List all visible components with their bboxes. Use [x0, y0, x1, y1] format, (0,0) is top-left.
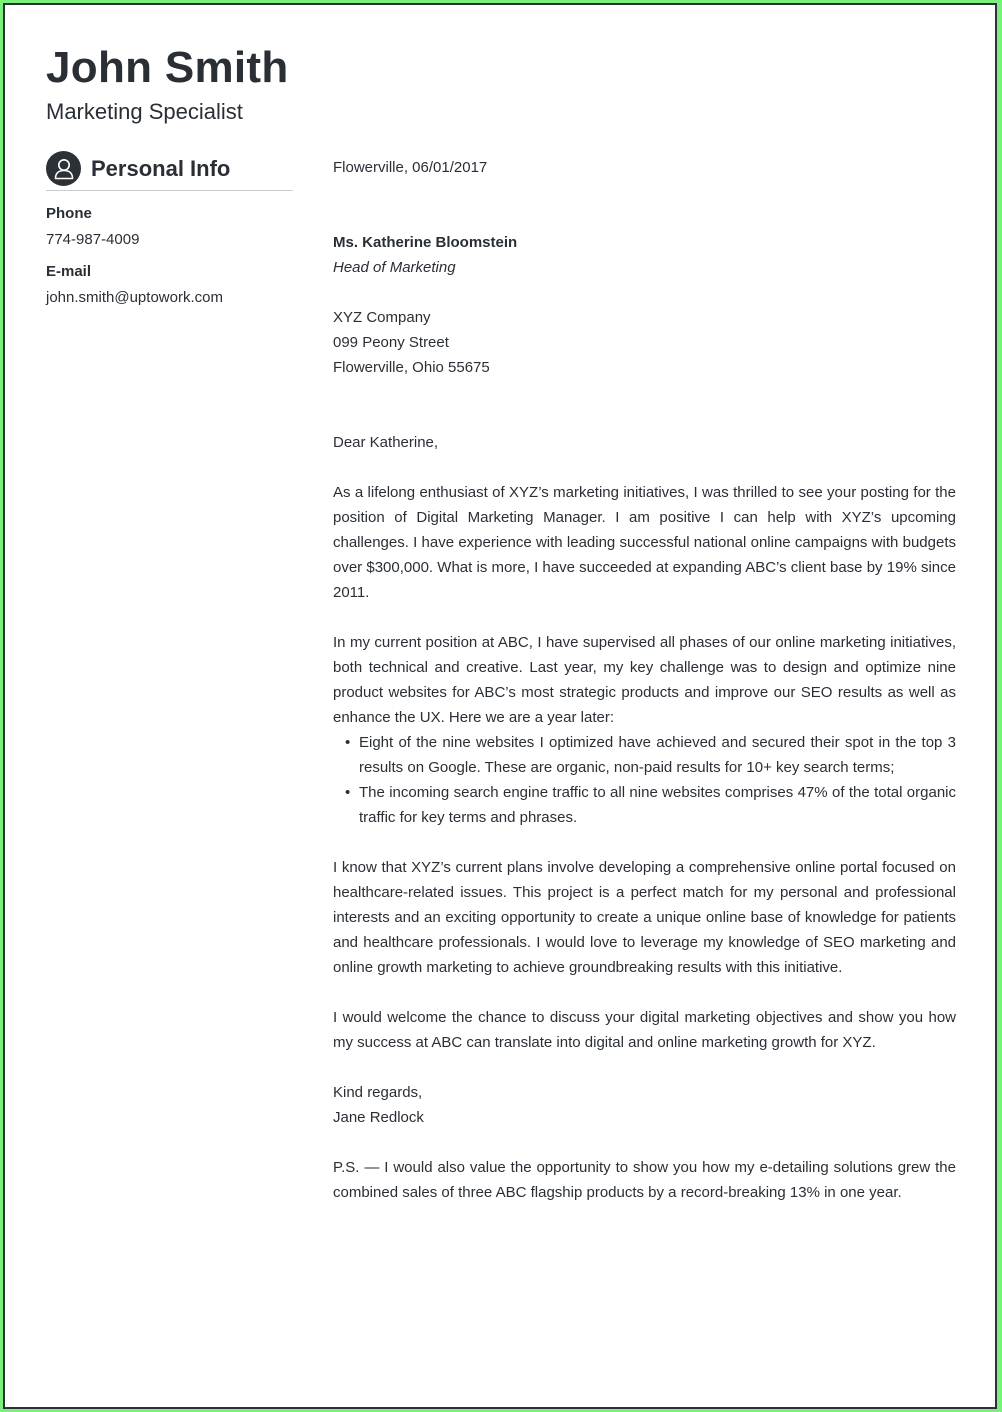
paragraph-2: In my current position at ABC, I have supervised all phases of our online marketing initiatives, both technical and creative. Last year, my key challenge was to design and optimize nine product websites for ABC’s most strategic products and improve our SEO results as well as enhance the UX. Here we are a year later:	[333, 634, 956, 726]
paragraph-1: As a lifelong enthusiast of XYZ’s marketing initiatives, I was thrilled to see your posting for the position of Digital Marketing Manager. I am positive I can help with XYZ’s upcoming challenges. I have experience with leading successful national online campaigns with budgets over $300,000. What is more, I have succeeded at expanding ABC’s client base by 19% since 2011.	[333, 484, 956, 601]
recipient-title: Head of Marketing	[333, 259, 456, 276]
email-value: john.smith@uptowork.com	[46, 289, 223, 306]
company-name: XYZ Company	[333, 309, 431, 326]
email-label: E-mail	[46, 263, 92, 280]
street-address: 099 Peony Street	[333, 334, 449, 351]
achievement-list	[333, 730, 956, 830]
list-item: • Eight of the nine websites I optimized have achieved and secured their spot in the top 3 results on Google. These are organic, non-paid results for 10+ key search terms;	[333, 730, 956, 780]
place-date: Flowerville, 06/01/2017	[333, 159, 488, 176]
section-title: Personal Info	[91, 155, 231, 181]
signature: Jane Redlock	[333, 1109, 424, 1126]
postscript: P.S. — I would also value the opportunity to show you how my e-detailing solutions grew the combined sales of three ABC flagship products by a record-breaking 13% in one year.	[333, 1159, 956, 1201]
phone-value: 774-987-4009	[46, 231, 140, 248]
city-address: Flowerville, Ohio 55675	[333, 359, 490, 376]
applicant-name: John Smith	[46, 43, 289, 92]
closing: Kind regards,	[333, 1084, 423, 1101]
salutation: Dear Katherine,	[333, 434, 439, 451]
sidebar	[46, 151, 293, 306]
user-icon	[46, 151, 81, 186]
list-item: • The incoming search engine traffic to all nine websites comprises 47% of the total organic traffic for key terms and phrases.	[333, 780, 956, 830]
document-page	[3, 3, 997, 1409]
applicant-job-title: Marketing Specialist	[46, 99, 243, 124]
personal-info-header	[46, 151, 293, 191]
paragraph-3: I know that XYZ’s current plans involve developing a comprehensive online portal focused on healthcare-related issues. This project is a perfect match for my personal and professional interests and an exciting opportunity to create a unique online base of knowledge for patients and healthcare professionals. I would love to leverage my knowledge of SEO marketing and online growth marketing to achieve groundbreaking results with this initiative.	[333, 859, 956, 976]
letter-body	[333, 155, 956, 1205]
recipient-name: Ms. Katherine Bloomstein	[333, 234, 518, 251]
paragraph-4: I would welcome the chance to discuss your digital marketing objectives and show you how my success at ABC can translate into digital and online marketing growth for XYZ.	[333, 1009, 956, 1051]
phone-label: Phone	[46, 205, 92, 222]
